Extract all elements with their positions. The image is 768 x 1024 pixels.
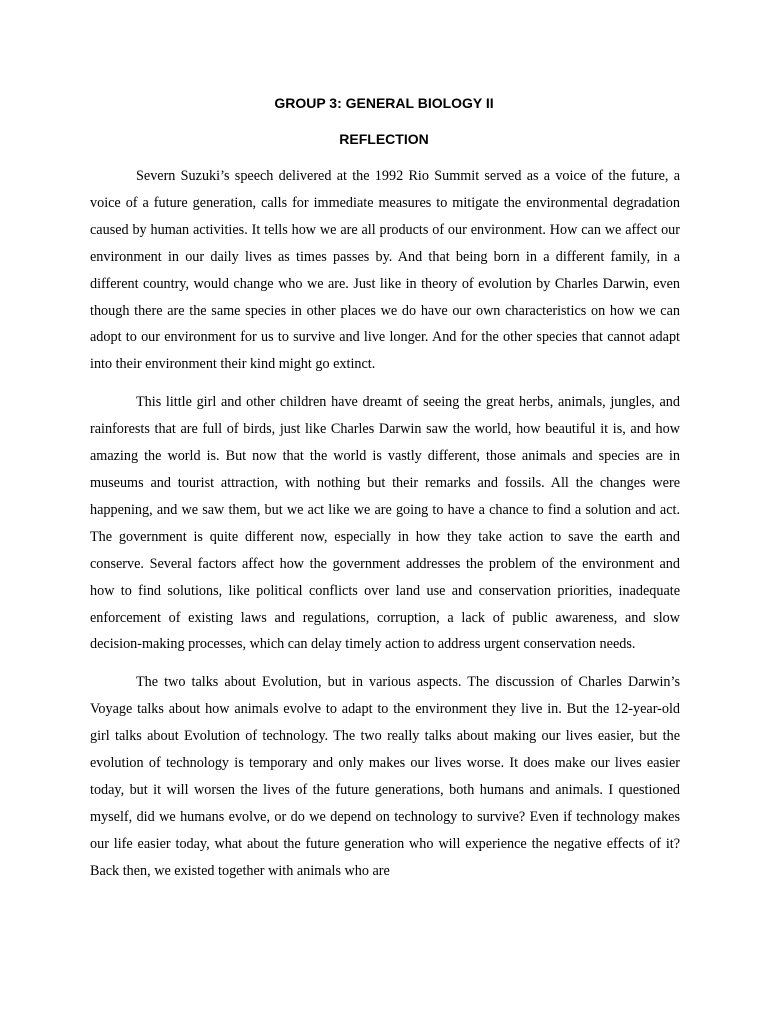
- paragraph: This little girl and other children have dreamt of seeing the great herbs, animals, jungles, and rainforests that are full of birds, just like Charles Darwin saw the world, how beautiful it is, and how amazing the world is. But now that the world is vastly different, those animals and species are in museums and tourist attraction, with nothing but their remarks and fossils. All the changes were happening, and we saw them, but we act like we are going to have a chance to find a solution and act. The government is quite different now, especially in how they take action to save the earth and conserve. Several factors affect how the government addresses the problem of the environment and how to find solutions, like political conflicts over land use and conservation priorities, inadequate enforcement of existing laws and regulations, corruption, a lack of public awareness, and slow decision-making processes, which can delay timely action to address urgent conservation needs.: [90, 394, 680, 653]
- document-subtitle: REFLECTION: [339, 131, 429, 147]
- document-title: GROUP 3: GENERAL BIOLOGY II: [274, 95, 494, 111]
- document-body: [90, 163, 680, 896]
- paragraph: Severn Suzuki’s speech delivered at the 1992 Rio Summit served as a voice of the future, a voice of a future generation, calls for immediate measures to mitigate the environmental degradation caused by human activities. It tells how we are all products of our environment. How can we affect our environment in our daily lives as times passes by. And that being born in a different family, in a different country, would change who we are. Just like in theory of evolution by Charles Darwin, even though there are the same species in other places we do have our own characteristics on how we can adopt to our environment for us to survive and live longer. And for the other species that cannot adapt into their environment their kind might go extinct.: [90, 168, 680, 373]
- paragraph: The two talks about Evolution, but in various aspects. The discussion of Charles Darwin’s Voyage talks about how animals evolve to adapt to the environment they live in. But the 12-year-old girl talks about Evolution of technology. The two really talks about making our lives easier, but the evolution of technology is temporary and only makes our lives worse. It does make our lives easier today, but it will worsen the lives of the future generations, both humans and animals. I questioned myself, did we humans evolve, or do we depend on technology to survive? Even if technology makes our life easier today, what about the future generation who will experience the negative effects of it? Back then, we existed together with animals who are: [90, 674, 680, 879]
